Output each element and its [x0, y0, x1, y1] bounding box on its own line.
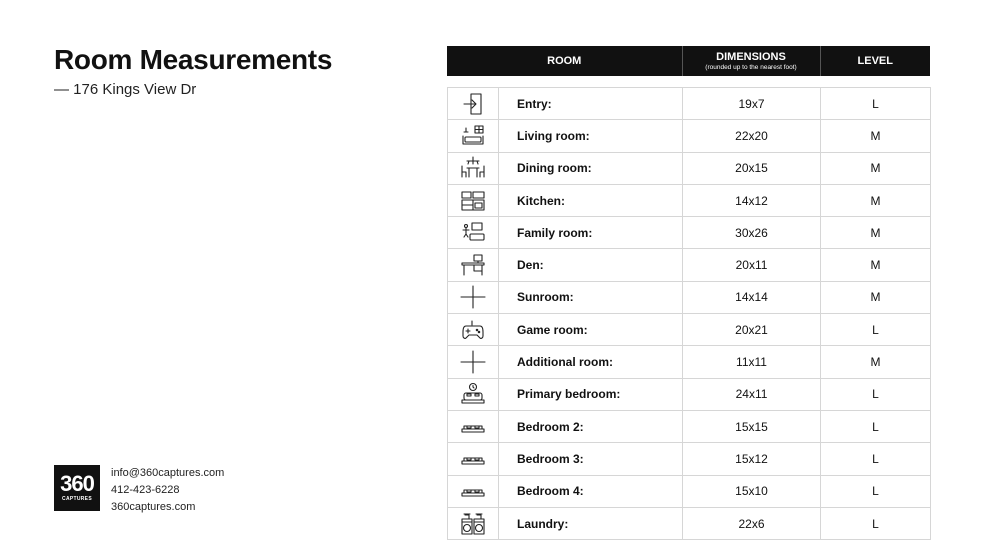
gamepad-icon: [448, 314, 499, 346]
table-row: [448, 443, 931, 475]
room-dimensions: 30x26: [683, 217, 821, 249]
table-row: [448, 217, 931, 249]
room-name: Bedroom 2:: [499, 410, 683, 442]
table-row: [448, 314, 931, 346]
room-level: L: [821, 475, 931, 507]
room-name: Laundry:: [499, 507, 683, 539]
laundry-icon: [448, 507, 499, 539]
primary-bed-icon: [448, 378, 499, 410]
room-dimensions: 14x14: [683, 281, 821, 313]
room-table: [447, 87, 931, 540]
room-name: Entry:: [499, 88, 683, 120]
bed-icon: [448, 475, 499, 507]
plus-icon: [448, 281, 499, 313]
room-level: M: [821, 152, 931, 184]
column-header-room: ROOM: [447, 46, 682, 76]
room-dimensions: 22x6: [683, 507, 821, 539]
room-dimensions: 15x12: [683, 443, 821, 475]
family-room-icon: [448, 217, 499, 249]
room-dimensions: 15x15: [683, 410, 821, 442]
table-row: [448, 410, 931, 442]
dimensions-note: (rounded up to the nearest foot): [705, 64, 797, 71]
room-level: M: [821, 184, 931, 216]
bed-icon: [448, 443, 499, 475]
room-level: L: [821, 410, 931, 442]
living-room-icon: [448, 120, 499, 152]
property-address: — 176 Kings View Dr: [54, 81, 197, 98]
plus-icon: [448, 346, 499, 378]
room-name: Kitchen:: [499, 184, 683, 216]
contact-website[interactable]: 360captures.com: [111, 501, 196, 513]
room-dimensions: 20x15: [683, 152, 821, 184]
room-name: Game room:: [499, 314, 683, 346]
room-name: Living room:: [499, 120, 683, 152]
room-dimensions: 15x10: [683, 475, 821, 507]
room-name: Additional room:: [499, 346, 683, 378]
table-row: [448, 88, 931, 120]
table-row: [448, 120, 931, 152]
room-name: Dining room:: [499, 152, 683, 184]
column-header-level: LEVEL: [857, 55, 893, 67]
company-logo: 360 CAPTURES: [54, 465, 100, 511]
entry-door-icon: [448, 88, 499, 120]
room-dimensions: 22x20: [683, 120, 821, 152]
room-dimensions: 20x21: [683, 314, 821, 346]
room-level: M: [821, 346, 931, 378]
table-row: [448, 475, 931, 507]
column-header-dimensions: DIMENSIONS (rounded up to the nearest foot): [682, 46, 820, 76]
room-level: L: [821, 314, 931, 346]
room-name: Bedroom 3:: [499, 443, 683, 475]
room-level: M: [821, 281, 931, 313]
bed-icon: [448, 410, 499, 442]
room-level: L: [821, 443, 931, 475]
table-row: [448, 346, 931, 378]
room-dimensions: 20x11: [683, 249, 821, 281]
table-row: [448, 281, 931, 313]
dining-room-icon: [448, 152, 499, 184]
table-row: [448, 378, 931, 410]
table-row: [448, 184, 931, 216]
room-level: M: [821, 249, 931, 281]
table-row: [448, 507, 931, 539]
room-name: Bedroom 4:: [499, 475, 683, 507]
den-desk-icon: [448, 249, 499, 281]
room-dimensions: 24x11: [683, 378, 821, 410]
room-name: Den:: [499, 249, 683, 281]
room-level: M: [821, 217, 931, 249]
room-dimensions: 19x7: [683, 88, 821, 120]
contact-phone[interactable]: 412-423-6228: [111, 484, 180, 496]
table-row: [448, 152, 931, 184]
page-title: Room Measurements: [54, 44, 333, 75]
table-header: [447, 46, 930, 76]
room-level: M: [821, 120, 931, 152]
room-name: Sunroom:: [499, 281, 683, 313]
room-level: L: [821, 378, 931, 410]
contact-email[interactable]: info@360captures.com: [111, 467, 225, 479]
table-row: [448, 249, 931, 281]
room-dimensions: 14x12: [683, 184, 821, 216]
room-name: Primary bedroom:: [499, 378, 683, 410]
room-level: L: [821, 88, 931, 120]
room-level: L: [821, 507, 931, 539]
kitchen-icon: [448, 184, 499, 216]
contact-info: [111, 465, 224, 516]
room-name: Family room:: [499, 217, 683, 249]
room-dimensions: 11x11: [683, 346, 821, 378]
